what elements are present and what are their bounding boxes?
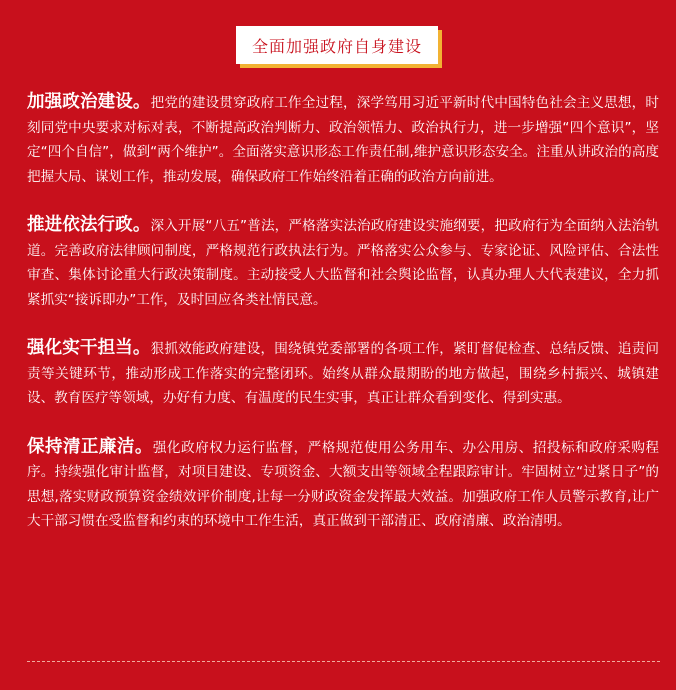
page-title: 全面加强政府自身建设 — [251, 36, 422, 56]
section-heading: 加强政治建设。 — [27, 92, 151, 112]
section-text: 深入开展“八五”普法，严格落实法治政府建设实施纲要，把政府行为全面纳入法治轨道。完善政府法律顾问制度，严格规范行政执法行为。严格落实公众参与、专家论证、风险评估、合法性审查、集体讨论重大行政决策制度。主动接受人大监督和社会舆论监督，认真办理人大代表建议，全力抓紧抓实“接诉即办”工作，及时回应各类社情民意。 — [27, 218, 659, 308]
article-body — [27, 90, 659, 558]
dashed-divider — [27, 661, 660, 662]
section-text: 强化政府权力运行监督，严格规范使用公务用车、办公用房、招投标和政府采购程序。持续强化审计监督，对项目建设、专项资金、大额支出等领域全程跟踪审计。牢固树立“过紧日子”的思想,落实财政预算资金绩效评价制度,让每一分财政资金发挥最大效益。加强政府工作人员警示教育,让广大干部习惯在受监督和约束的环境中工作生活，真正做到干部清正、政府清廉、政治清明。 — [27, 439, 660, 529]
section-heading: 推进依法行政。 — [27, 215, 151, 235]
section-rule-of-law — [27, 213, 659, 312]
section-political-building — [27, 90, 659, 189]
section-text: 把党的建设贯穿政府工作全过程，深学笃用习近平新时代中国特色社会主义思想，时刻同党中央要求对标对表，不断提高政治判断力、政治领悟力、政治执行力，进一步增强“四个意识”，坚定“四个自信”，做到“两个维护”。全面落实意识形态工作责任制,维护意识形态安全。注重从讲政治的高度把握大局、谋划工作，推动发展，确保政府工作始终沿着正确的政治方向前进。 — [27, 95, 660, 185]
section-text: 狠抓效能政府建设，围绕镇党委部署的各项工作，紧盯督促检查、总结反馈、追责问责等关键环节，推动形成工作落实的完整闭环。始终从群众最期盼的地方做起，围绕乡村振兴、城镇建设、教育医疗等领域，办好有力度、有温度的民生实事，真正让群众看到变化、得到实惠。 — [27, 341, 660, 406]
section-practical-work — [27, 336, 659, 411]
section-heading: 保持清正廉洁。 — [27, 436, 153, 457]
section-integrity — [27, 435, 659, 534]
section-heading: 强化实干担当。 — [27, 338, 151, 358]
title-banner — [236, 26, 438, 64]
